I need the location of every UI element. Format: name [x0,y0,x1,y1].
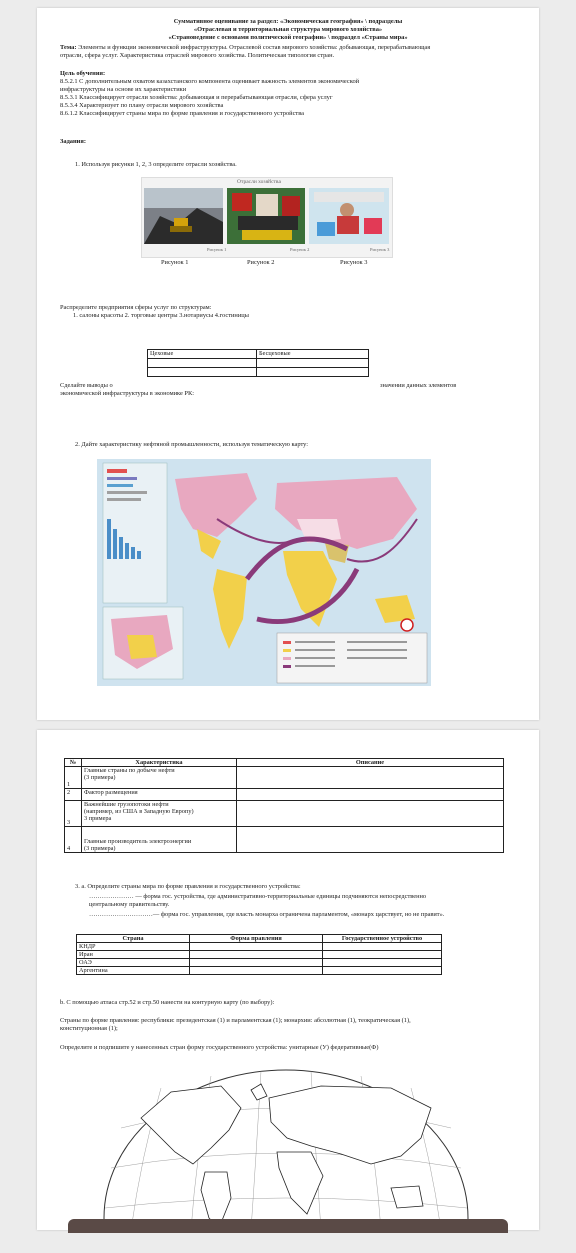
goal-line: 8.5.3.4 Характеризует по плану отрасли мирового хозяйства [60,102,224,109]
row-number: 3 [65,801,82,827]
goals-title: Цель обучения: [60,70,106,77]
description-cell[interactable] [237,789,504,801]
answer-cell[interactable] [190,951,323,959]
figure-caption-2: Рисунок 2 [247,259,275,266]
conclusion-text-right: значении данных элементов [380,382,457,389]
row-number: 4 [65,827,82,853]
figure-caption-1: Рисунок 1 [161,259,189,266]
goal-line: 8.5.2.1 С дополнительным охватом казахстанского компонента оценивает важность элементов экономической [60,78,360,85]
row-text: Важнейшие грузопотоки нефти [84,801,169,808]
tasks-title: Задания: [60,138,86,145]
task-3b: b. С помощью атласа стр.52 и стр.50 нанести на контурную карту (по выбору): [60,999,275,1006]
distribute-items: 1. салоны красоты 2. торговые центры 3.нотариусы 4.гостиницы [73,312,249,319]
description-cell[interactable] [237,801,504,827]
topic-text-1: Элементы и функции экономической инфраструктуры. Отраслевой состав мирового хозяйства: добывающая, перерабатывающая [78,44,431,51]
answer-cell[interactable] [190,959,323,967]
state-structure-header: Государственное устройство [323,935,442,943]
fig-small-1: Рисунок 1 [207,247,227,252]
row-number: 1 [65,767,82,789]
distribute-instruction: Распределите предприятия сферы услуг по структурам: [60,304,212,311]
col-header-characteristic: Характеристика [82,759,237,767]
col-header-description: Описание [237,759,504,767]
goal-line: 8.6.1.2 Классифицирует страны мира по форме правления и государственного устройства [60,110,304,117]
task-2: 2. Дайте характеристику нефтяной промышленности, используя тематическую карту: [75,441,309,448]
row-characteristic: Фактор размещения [82,789,237,801]
worksheet-page-2 [37,730,539,1230]
description-cell[interactable] [237,827,504,853]
answer-cell[interactable] [323,959,442,967]
goal-line: 8.5.3.1 Классифицирует отрасли хозяйства: добывающая и перерабатывающая отрасли, сфера услуг [60,94,333,101]
col-header-number: № [65,759,82,767]
header-line-3: «Страноведение с основами политической географии» \ подраздел «Страны мира» [168,34,408,41]
row-text: (3 примера) [84,845,116,852]
define-instruction: Определите и подпишите у нанесенных стран форму государственного устройства: унитарные (У) федеративные(Ф) [60,1044,379,1051]
row-text: (например, из США в Западную Европу) [84,808,194,815]
country-name: ОАЭ [77,959,190,967]
row-text: (3 примера) [84,774,116,781]
row-characteristic [82,827,237,853]
row-text: Главные производитель электроэнергии [84,838,192,845]
contour-world-map[interactable] [101,1068,471,1230]
row-characteristic [82,801,237,827]
structure-table [147,349,369,377]
blank-statement-1b: центральному правительству. [89,901,170,908]
answer-cell[interactable] [190,967,323,975]
oil-characteristics-table [64,758,504,853]
country-name: КНДР [77,943,190,951]
countries-list-line-2: конституционная (1); [60,1025,118,1032]
country-table [76,934,442,975]
goal-line: инфраструктуры на основе их характеристики [60,86,187,93]
topic-line-1 [60,44,430,52]
conclusion-text-left: Сделайте выводы о [60,382,113,389]
row-characteristic [82,767,237,789]
task-3a: 3. а. Определите страны мира по форме правления и государственного устройства: [75,883,301,890]
country-name: Иран [77,951,190,959]
blank-statement-1: ………………… — форма гос. устройства, где административно-территориальные единицы подчиняются непосредственно [89,893,427,900]
figure-caption-3: Рисунок 3 [340,259,368,266]
header-line-2: «Отраслевая и территориальная структура мирового хозяйства» [193,26,383,33]
answer-cell[interactable] [190,943,323,951]
row-text: Главные страны по добыче нефти [84,767,175,774]
country-name: Аргентина [77,967,190,975]
answer-cell[interactable] [323,943,442,951]
industries-image [141,177,393,258]
structure-cell[interactable] [148,359,257,368]
answer-cell[interactable] [323,967,442,975]
structure-header-2: Бесцеховые [257,350,369,359]
row-number: 2 [65,789,82,801]
structure-cell[interactable] [257,359,369,368]
header-line-1: Суммативное оценивание за раздел: «Экономическая география» \ подразделы [173,18,403,25]
blank-statement-2: …………………………— форма гос. управления, где власть монарха ограничена парламентом, «монарх царствует, но не правит». [89,911,445,918]
oil-industry-map [97,459,431,686]
row-text: 3 примера [84,815,112,822]
government-form-header: Форма правления [190,935,323,943]
fig-small-2: Рисунок 2 [290,247,310,252]
viewer-bottom-bar [68,1219,508,1233]
answer-cell[interactable] [323,951,442,959]
structure-header-1: Цеховые [148,350,257,359]
conclusion-text-line-2: экономической инфраструктуры в экономике РК: [60,390,195,397]
banner-text: Отрасли хозяйства [237,179,281,185]
task-1: 1. Используя рисунки 1, 2, 3 определите отрасли хозяйства. [75,161,237,168]
countries-list-line-1: Страны по форме правления: республики: президентская (1) и парламентская (1); монархии: абсолютная (1), теократическая (1), [60,1017,411,1024]
country-header: Страна [77,935,190,943]
structure-cell[interactable] [148,368,257,377]
fig-small-3: Рисунок 3 [370,247,390,252]
topic-label: Тема: [60,44,77,51]
topic-line-2: отрасли, сфера услуг. Характеристика отраслей мирового хозяйства. Политическая типология стран. [60,52,335,59]
industries-photos [142,178,392,257]
structure-cell[interactable] [257,368,369,377]
worksheet-page-1 [37,8,539,720]
description-cell[interactable] [237,767,504,789]
